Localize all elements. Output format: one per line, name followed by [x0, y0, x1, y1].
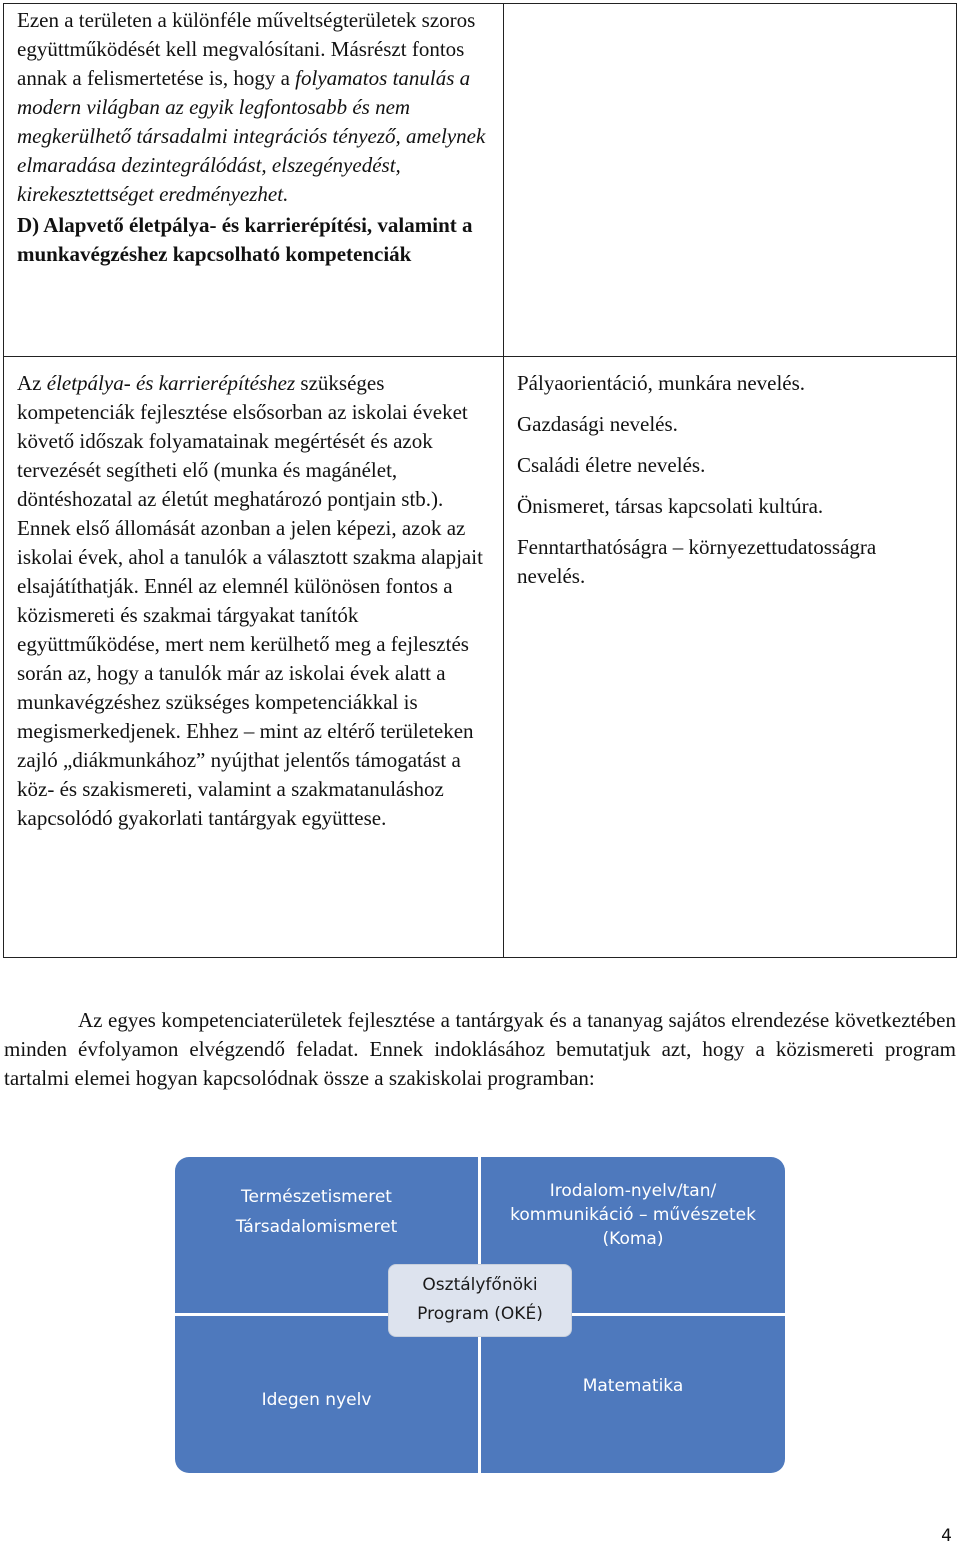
quadrant-label: Matematika	[582, 1376, 684, 1396]
career-text-body: szükséges kompetenciák fejlesztése elsősorban az iskolai éveket követő időszak folyamatainak megértését és azok tervezését segítheti elő (munka és magánélet, döntéshozatal az életút meghatározó pontjain stb.). Ennek első állomását azonban a jelen képezi, azok az iskolai évek, ahol a tanulók a választott szakma alapjait elsajátíthatják. Ennél az elemnél különösen fontos a közismereti és szakmai tárgyakat tanítók együttműködése, mert nem kerülhető meg a fejlesztés során az, hogy a tanulók már az iskolai évek alatt a munkavégzéshez szükséges kompetenciákkal is megismerkedjenek. Ehhez – mint az eltérő területeken zajló „diákmunkához” nyújthat jelentős támogatást a köz- és szakismereti, valamint a szakmatanuláshoz kapcsolódó gyakorlati tantárgyak együttese.	[17, 371, 483, 830]
list-item: Családi életre nevelés.	[517, 453, 706, 477]
quadrant-label: kommunikáció – művészetek	[510, 1205, 756, 1225]
cell-row2-left	[4, 357, 504, 958]
list-item: Gazdasági nevelés.	[517, 412, 678, 436]
cell-row1-right	[504, 4, 957, 357]
section-heading: D) Alapvető életpálya- és karrierépítési, valamint a munkavégzéshez kapcsolható kompetenciák	[17, 213, 473, 266]
quadrant-label: (Koma)	[602, 1229, 664, 1249]
career-italic-term: életpálya- és karrierépítéshez	[46, 371, 296, 395]
quadrant-bottom-right	[481, 1316, 785, 1473]
center-label: Program (OKÉ)	[417, 1304, 543, 1324]
cell-row2-right	[504, 357, 957, 958]
career-text-pre: Az	[17, 371, 47, 395]
subject-diagram	[175, 1157, 785, 1473]
intro-text: Ezen a területen a különféle műveltségterületek szoros együttműködését kell megvalósítani. Másrészt fontos annak a felismertetése is, hogy a	[17, 8, 476, 90]
content-table	[3, 3, 957, 958]
quadrant-label: Irodalom-nyelv/tan/	[549, 1181, 717, 1201]
list-item: Pályaorientáció, munkára nevelés.	[517, 371, 806, 395]
center-box	[388, 1264, 572, 1337]
center-label: Osztályfőnöki	[422, 1275, 538, 1295]
page-number: 4	[941, 1526, 952, 1546]
list-item: Fenntarthatóságra – környezettudatosságra nevelés.	[517, 535, 877, 588]
quadrant-label: Társadalomismeret	[235, 1217, 398, 1237]
cell-row1-left	[4, 4, 504, 357]
body-paragraph: Az egyes kompetenciaterületek fejlesztése a tantárgyak és a tananyag sajátos elrendezése következtében minden évfolyamon elvégzendő feladat. Ennek indoklásához bemutatjuk azt, hogy a közismereti program tartalmi elemei hogyan kapcsolódnak össze a szakiskolai programban:	[4, 1008, 956, 1090]
quadrant-label: Idegen nyelv	[261, 1390, 372, 1410]
quadrant-bottom-left	[175, 1316, 478, 1473]
list-item: Önismeret, társas kapcsolati kultúra.	[517, 494, 824, 518]
intro-italic-text: folyamatos tanulás a modern világban az egyik legfontosabb és nem megkerülhető társadalmi integrációs tényező, amelynek elmaradása dezintegrálódást, elszegényedést, kirekesztettséget eredményezhet.	[17, 66, 486, 206]
quadrant-label: Természetismeret	[241, 1187, 392, 1207]
